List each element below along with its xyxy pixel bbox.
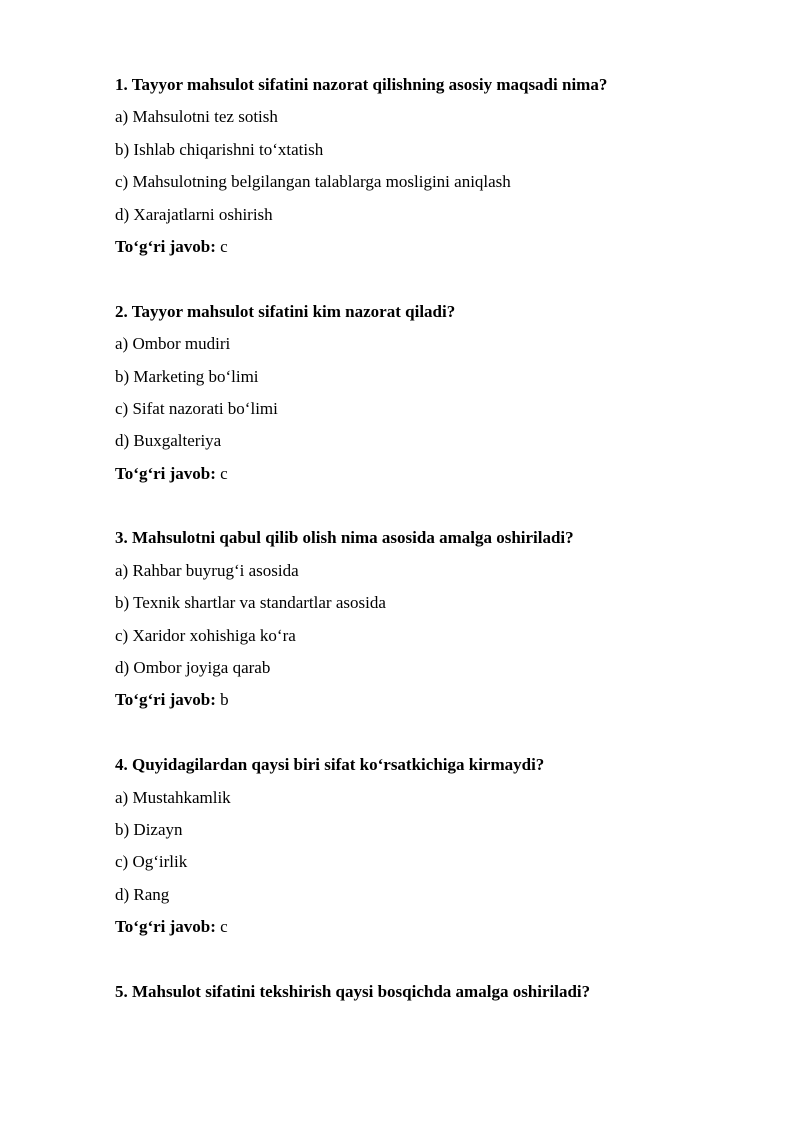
correct-answer-value: c <box>220 917 228 937</box>
correct-answer <box>115 916 715 938</box>
option-d: d) Xarajatlarni oshirish <box>115 204 273 224</box>
question-title: 5. Mahsulot sifatini tekshirish qaysi bosqichda amalga oshiriladi? <box>115 981 591 1001</box>
correct-answer-label: To‘g‘ri javob: <box>115 917 216 937</box>
option-c: c) Sifat nazorati bo‘limi <box>115 398 278 418</box>
question-block-4 <box>115 754 715 938</box>
correct-answer-value: c <box>220 236 228 256</box>
option-a: a) Mahsulotni tez sotish <box>115 107 278 127</box>
correct-answer <box>115 236 715 258</box>
question-spacer <box>115 949 715 981</box>
question-title: 2. Tayyor mahsulot sifatini kim nazorat qiladi? <box>115 301 456 321</box>
option-d: d) Rang <box>115 884 170 904</box>
document-page <box>115 74 715 1013</box>
question-block-1 <box>115 74 715 258</box>
option-d: d) Buxgalteriya <box>115 431 222 451</box>
option-a: a) Rahbar buyrug‘i asosida <box>115 560 299 580</box>
question-block-5 <box>115 981 715 1003</box>
correct-answer <box>115 689 715 711</box>
option-b: b) Ishlab chiqarishni to‘xtatish <box>115 139 324 159</box>
option-a: a) Ombor mudiri <box>115 334 231 354</box>
question-spacer <box>115 722 715 754</box>
question-block-3 <box>115 527 715 711</box>
question-block-2 <box>115 301 715 485</box>
option-a: a) Mustahkamlik <box>115 787 231 807</box>
option-b: b) Dizayn <box>115 819 183 839</box>
question-title: 1. Tayyor mahsulot sifatini nazorat qilishning asosiy maqsadi nima? <box>115 75 608 94</box>
correct-answer-label: To‘g‘ri javob: <box>115 236 216 256</box>
correct-answer <box>115 463 715 485</box>
correct-answer-value: b <box>220 690 229 710</box>
correct-answer-label: To‘g‘ri javob: <box>115 463 216 483</box>
option-c: c) Mahsulotning belgilangan talablarga mosligini aniqlash <box>115 172 511 192</box>
question-title: 4. Quyidagilardan qaysi biri sifat ko‘rsatkichiga kirmaydi? <box>115 755 545 775</box>
question-title: 3. Mahsulotni qabul qilib olish nima asosida amalga oshiriladi? <box>115 528 574 548</box>
option-d: d) Ombor joyiga qarab <box>115 658 271 678</box>
question-spacer <box>115 268 715 300</box>
option-b: b) Marketing bo‘limi <box>115 366 259 386</box>
option-b: b) Texnik shartlar va standartlar asosida <box>115 593 386 613</box>
option-c: c) Xaridor xohishiga ko‘ra <box>115 625 296 645</box>
question-spacer <box>115 495 715 527</box>
correct-answer-label: To‘g‘ri javob: <box>115 690 216 710</box>
correct-answer-value: c <box>220 463 228 483</box>
option-c: c) Og‘irlik <box>115 852 188 872</box>
